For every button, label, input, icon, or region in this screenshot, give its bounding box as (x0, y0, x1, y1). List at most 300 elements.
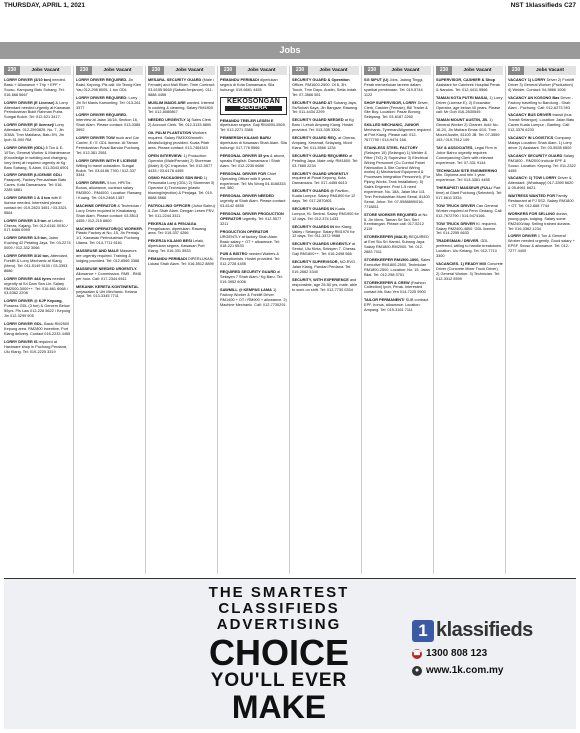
ad-body: at Lebuh Cheras, Kajang. Tel: 012-6161 0030 / 017-6466 6999 (4, 218, 68, 233)
globe-icon: ● (412, 666, 422, 676)
phone-row (412, 648, 570, 659)
ad-heading: PEMANDU PERIBADI (220, 78, 259, 82)
slogan-line: CLASSIFIEDS (218, 600, 340, 617)
ad-heading: SECURITY GUARD REQ. (292, 136, 337, 141)
classified-ad (4, 146, 71, 171)
classified-ad (508, 78, 576, 93)
ad-heading: SECURITY GUARD REQUIRED (292, 153, 348, 158)
classified-ad (292, 207, 359, 222)
ad-heading: PEMANDU TRELER LESEN E (220, 118, 274, 123)
ad-body: Assistant for Cambrek Hospital Perak & Nandos. Tel: 012-4411 5566 (436, 82, 500, 92)
column-header (76, 66, 143, 75)
classified-ad (148, 131, 215, 151)
ad-heading: PERSONAL DRIVER 35 yrs (220, 153, 270, 158)
ad-body: Passport). Factory Perusahaan Batu Caves. Kota Damansara. Tel: 016-2285 6881 (4, 178, 67, 193)
ad-heading: SECURITY, WITH EXPERIENCE (292, 277, 349, 282)
ad-heading: PERSONAL DRIVER FOR (220, 171, 267, 176)
classified-ad (508, 194, 576, 209)
ad-body: Company Malays Location: Shah Alam. 1) Lorry driver 2) Assistant. Tel: 03-5535 6500 (508, 136, 572, 150)
slogan-line: ADVERTISING (216, 616, 342, 633)
classified-column (290, 66, 362, 574)
classified-column (74, 66, 146, 574)
classified-ad (292, 260, 359, 275)
classified-ad (436, 222, 503, 237)
banner-slogan (174, 585, 384, 723)
ad-body: wanted. Interest in cooking & cleaning. Salary RM1800. Tel: 012-6080867 (148, 100, 215, 115)
ad-heading: REQUIRED SECURITY GUARD (220, 270, 276, 275)
ad-body: diperlukan segera. Gaji RM4000-5500. Tel: 012-2271 3366 (220, 123, 287, 133)
ad-body: Attendant, Forklift & Lorry Mechanic at Klang (Meru). Tel: 011-5149 5100 / 03-3393 8686 (4, 254, 68, 273)
ad-body: & Technician / Lorry Driver required in Kinabatang Shah Alam. Please contact: 03-5513 4455 / 012-215 8800 (76, 203, 142, 223)
ad-heading: VACANCY BUS DRIVER (508, 113, 552, 118)
classified-ad (148, 204, 215, 219)
ad-heading: LORRY DRIVER 3-5 ton (4, 218, 47, 223)
ad-heading: SECURITY GUARDS IN (292, 224, 335, 229)
classified-ad (220, 136, 287, 151)
classified-ad (76, 96, 143, 111)
classified-ad (220, 230, 287, 250)
ad-body: Plastic Factory at No. 15, Jln Pemaju 1/1, Kawasan Perindustrian Puchong Utama. Tel: 014-7711 6161 (76, 231, 140, 246)
classified-ad (148, 222, 215, 237)
ad-body: Workers required. Salary RM3000/month. Meals/lodging provided. Kuala Pilah area. Please contact: 013-7464343 (148, 131, 210, 150)
classified-ad (76, 181, 143, 201)
ad-body: DIPERLUKAN. Lokasi Shah Alam. Tel: 016-5512 8899 (148, 257, 214, 266)
ad-body: truck and Car Carrier, E / E GDL license. At Taman Perindustrian Pusat Bandar Puchong. Tel: 012-381 2551 (76, 136, 141, 155)
ad-body: Basic RM2500 Kepong area. RM2800 incentive, Port Klang delivery. Contact 016-2233 4455 (4, 321, 71, 336)
ad-heading: TAY & ASSOCIATES, (436, 145, 474, 150)
ad-heading: LORRY DRIVER (508, 234, 537, 239)
ad-heading: VACANCY 1) LORRY (508, 78, 546, 82)
classified-ad (436, 96, 503, 116)
classified-ad (292, 225, 359, 240)
classified-ad (292, 154, 359, 169)
column-header (4, 66, 71, 75)
ad-heading: OIL PALM PLANTATION (148, 131, 192, 136)
logo-line: KEKOSONGAN (227, 97, 280, 105)
ad-body: Jalan Kuching 42 Petaling Jaya. Tel: 03-2274 0009 / 012-332 3066 (4, 236, 71, 251)
ad-body: urgently at Shah Alam. Please contact: 03-6142 4555 (220, 199, 287, 209)
brand-logo (412, 619, 570, 642)
classified-ad (508, 176, 576, 191)
ad-heading: TOW TRUCK DRIVER (436, 203, 476, 208)
ad-heading: SAWMILL @ KEMPAS LAMA (220, 287, 272, 292)
category-number: 230 (364, 66, 380, 75)
ad-heading: PEMANDU PERIBADI (148, 257, 187, 262)
ad-body: & Lorry Attendant needed urgently at Kawasan Perindustrian Bukit Rahman Putra. Sungai Buloh. Tel: 012-521 3417. (4, 100, 71, 120)
ad-body: Driver & Attendant. (Whatsapp) 017-3390 6620 & 05-8961 6621. (508, 176, 574, 191)
classified-ad (292, 242, 359, 257)
category-number: 230 (4, 66, 20, 75)
classified-ad (364, 258, 431, 278)
ad-heading: TECHNICIAN SITE ENGINEERING (436, 168, 498, 173)
ad-body: Lorry Attendant. 012-2593825. No. 7, Jln 3/38A, Tmn Maidiana, Batu 5½, Jln Ipoh 31,000 RM. (4, 123, 65, 142)
classified-column (218, 66, 290, 574)
ad-body: Legal Firm in Johor Bahru urgently requires Conveyancing Clerk with relevant experience. Tel: 07-331 9144 (436, 145, 497, 165)
ad-heading: SKILLED MECHANIC, JUNIOR (364, 123, 419, 128)
category-number: 230 (76, 66, 92, 75)
ad-heading: MACHINE OPERATOR (76, 203, 117, 208)
ad-heading: LORRY DRIVER @ KJP Kepong, (4, 299, 63, 304)
classified-ad (76, 78, 143, 93)
column-header (436, 66, 503, 75)
ad-heading: PEKERJA KILANG BESI (148, 239, 192, 244)
ad-body: (Seksyen 15) (Selangor) 1) Welder & Fitter (TIG) 2) Supervisor 3) Electrical Wiring Personnel (Co Control Panel Fabrication & Site Control Wiring works) 4) Mechanical Equipment & Processes Integration Personnel). (For Piping Works, Tank Installation). 5) Sales Engineer. Post 1-5 need experience. No. 18A, Jalan Mur 1/3, Tmn Perindustrian Murni Senai, 81400 Senai, Johor. Tel: 07-5988899/016-7718811 (364, 150, 431, 209)
classified-ad (76, 136, 143, 156)
classified-column (2, 66, 74, 574)
classified-ad (4, 196, 71, 216)
category-label: Jobs Vacant (308, 66, 359, 75)
ad-body: the Klang Valley / Selangor. Salary RM1970 for 12 days. Tel: 011-3372 9988 (292, 224, 355, 239)
ad-heading: STOREKEEPER RM1500-1800, (364, 257, 420, 262)
classified-ad (364, 298, 431, 313)
column-header (292, 66, 359, 75)
ad-body: Family Restaurant at PJ SS2. Salary RM1800 + OT. Tel: 012-668 7744 (508, 194, 574, 208)
classified-ad (4, 299, 71, 319)
classified-ad (292, 136, 359, 151)
ad-heading: STOREKEEPER (MALE) (364, 235, 408, 240)
ad-body: at Seksyen 7 Shah Alam / Kg Baru. Tel: 019-3952 6006 (220, 270, 283, 284)
classified-ad (436, 146, 503, 166)
category-label: Jobs Vacant (92, 66, 143, 75)
classified-ad (292, 172, 359, 187)
ad-body: 1) Factory Worker & Forklift Driver. RM1400 + OT / RM900 + allowance. 2) Machine Mechanic. Call: 012-7730291. (220, 287, 287, 307)
classified-ad (364, 101, 431, 121)
ad-heading: PEMBERSIH KILANG BARU (220, 136, 271, 141)
ad-heading: PRODUCTION OPERATOR (220, 229, 269, 234)
ad-heading: SECURITY GUARDS @ (292, 189, 334, 194)
ad-body: Min. Diploma and min 1 year experience. Tel: 013-3361 4455 (436, 173, 490, 183)
classified-ad (364, 146, 431, 210)
ad-body: SUB contract. EPF, bonus, allowance. Location: Ampang. Tel: 019-3161 7111 (364, 298, 430, 313)
slogan-line: YOU'LL EVER (210, 670, 348, 691)
category-label: Jobs Vacant (524, 66, 576, 75)
ad-heading: LORRY DRIVER 1 & 3 ton (4, 196, 51, 201)
ad-body: Lelaki, diperlukan segera, Kawasan Port Klang. Tel: 016-331 5533 (148, 239, 205, 254)
classified-ad (76, 267, 143, 282)
ad-body: Subang Jaya, Ss/Subah Kaya, Jln Bangsar, Rawang. Tel: 011-4434 2299 (292, 100, 359, 115)
ad-heading: LORRY DRIVER TOW (76, 136, 115, 141)
ad-body: NO-RVG. Jalan Klang, Pandan Perdana. Tel: 019-2662 3340 (292, 260, 357, 274)
advertising-banner (4, 578, 576, 729)
classified-ad (148, 101, 215, 116)
classified-column (434, 66, 506, 574)
ad-heading: LORRY DRIVER IS (4, 339, 38, 344)
classified-ad (220, 270, 287, 285)
website-row[interactable] (412, 665, 570, 676)
ad-heading: LORRY DRIVER REQUIRED: (76, 95, 128, 100)
ad-body: and responsible, age 25-50 yrs, male, able to work on shift. Tel: 012-7730 0334 (292, 277, 358, 292)
classified-ad (508, 212, 576, 232)
ad-heading: PERSONAL DRIVER NEEDED (220, 194, 274, 199)
ad-body: Concrete Driver (Concrete Mixer Truck Driver). 2) General Worker. 3) Technician. Tel: 012-3312 5599 (436, 262, 503, 281)
ad-body: Jln Balai, Kepong. Pls call: Mr Teong Kien Yau 012-298 8005. 1 ton GDL (76, 78, 142, 92)
classified-ad (148, 176, 215, 201)
ad-heading: LORRY DRIVER GDL. (4, 321, 44, 326)
ad-body: at Kg Baru / Lebuh Ampang Klang. Hostel provided. Tel: 013-335 3306 (292, 118, 354, 133)
masthead-date: THURSDAY, APRIL 1, 2021 (4, 2, 86, 9)
classified-ad (508, 136, 576, 151)
category-number: 230 (292, 66, 308, 75)
classified-ad (148, 239, 215, 254)
ad-heading: TAMAN MOUNT AUSTIN, JB. (436, 118, 489, 123)
classified-ad (220, 288, 287, 308)
ad-body: transit (bus Transit Selangor). Location: Jalan Batu Caves Kuala Lumpur - Banting. Call: 012-3376 6233 (508, 113, 575, 133)
ad-heading: THERAPIST/ MASSEUR (FULL/ (436, 186, 493, 191)
ad-body: at Cheras, Ampang, Keramat, Selayang, Mont Kiara. Tel: 011-5566 1234 (292, 136, 356, 150)
ad-heading: OPEN INTERVIEW: (148, 153, 183, 158)
ad-body: at No 5, Jln Meru, Taman Sri Tari, Seri Kembangan. Please call: 017-5212 2119 (364, 212, 428, 232)
classified-ad (148, 118, 215, 128)
classified-ad (508, 154, 576, 174)
ad-heading: TRADESMAN / DRIVER. (436, 239, 480, 244)
ad-heading: LORRY DRIVER (GDL) (4, 145, 45, 150)
ad-heading: LORRY DRIVER REQUIRED. (76, 113, 128, 118)
category-number: 230 (436, 66, 452, 75)
ad-heading: LORRY DRIVER- (76, 181, 107, 186)
ad-body: Pengeluaran, diperlukan. Rawang area. Tel: 019-337 4266 (148, 226, 206, 236)
ad-heading: LORRY DRIVER WITH E LICENSE (76, 158, 138, 163)
classified-ad (364, 213, 431, 233)
column-header (508, 66, 576, 75)
ad-body: (Male / Female) and Mail Rider. Time Contract: 03-6155 5669 (Sabah/Jenjarom). 011-5888 4455 (148, 78, 215, 97)
classified-ad (436, 118, 503, 143)
ad-body: Sales Clerk 2) Account Clerk. Tel: 012-3133 8890 (148, 118, 212, 128)
ad-body: at Sentul, Ulu Kinta, Seksyen 7, Cheras. Gaji RM1800++. Tel: 016-2498 566 (292, 242, 357, 257)
classified-ad (292, 78, 359, 98)
ad-heading: MASSEUSE NEEDED URGENTLY. (76, 266, 138, 271)
masthead-publication: NST 1klassifieds C27 (510, 2, 576, 9)
ad-body: Interview at Jalan 16/18, Section 16, Shah Alam. Please contact: 013-3385 3992 (76, 118, 141, 133)
classified-ad (148, 154, 215, 174)
ad-body: Can General Worker required at Penn Gedang. Call: 012-7672790 / 014-9474166. (436, 203, 503, 218)
ad-body: Driver - Factory travelling to Bandung - Shah Alam - Puchong. Call: 012-6273 393 (508, 95, 574, 110)
ad-body: with E license needed. Interested please contact tel: 019-2823 3451 / 03-3321 5564 (4, 196, 67, 215)
ad-body: (Fashion Collection) Ipoh, Perak. Interested contact Ms Xiao Yen 014-7225 9900 (364, 280, 426, 295)
category-number: 230 (148, 66, 164, 75)
classified-ad (4, 322, 71, 337)
classified-ad (364, 235, 431, 255)
ad-heading: LORRY DRIVER (E License) (4, 100, 55, 105)
ad-body: Allowance + Commission. RM5 - RM8 per hour. Call: 017-2344 6511 (76, 271, 141, 281)
ad-heading: PUB & BISTRO (220, 252, 248, 257)
classified-ad (76, 285, 143, 300)
brand-mark-icon: 1 (412, 620, 434, 642)
phone-icon: ☎ (412, 649, 422, 657)
classified-ad (508, 113, 576, 133)
ad-heading: MUSLIM MAIDS ARE (148, 100, 186, 105)
ad-heading: TOW TRUCK DRIVER (436, 221, 476, 226)
classified-ad (4, 78, 71, 98)
ad-heading: STOREKEEPER & CREW (364, 280, 410, 285)
classified-ad (4, 101, 71, 121)
ad-body: 1) General Worker 2) Cleaner. Add: No. 16-20, Jln Mutiara Emas 4/10, Tmn Mount Austin, 81100 JB. Tel: 07-3559 193 / 019-7512 199 (436, 118, 500, 142)
masthead (0, 0, 580, 12)
ad-body: perjawatan & Ubi Mechanic. Kelana Jaya. Tel: 013-3345 7711 (76, 289, 137, 299)
classified-ad (148, 257, 215, 267)
classified-ad (364, 123, 431, 143)
ad-body: Jobs, Jalang Tinggi, Perak memerlukan lanrem dalam syarikat pembinaan. Tel: 019-5744 1122 (364, 78, 424, 97)
classified-ad (76, 204, 143, 224)
ad-body: Pavilion, Kuala Lumpur. Salary RM1800 for 12 days. Tel: 017-2870801 (292, 189, 356, 204)
phone-number: 1300 808 123 (426, 648, 488, 659)
classified-ad (220, 119, 287, 134)
ad-heading: LORRY DRIVER 4&6 tyres (4, 276, 52, 281)
classified-ad (4, 219, 71, 234)
column-header (364, 66, 431, 75)
classified-ad (436, 262, 503, 282)
ad-heading: SECURITY SUPERVISOR, (292, 260, 339, 265)
classified-ad (76, 113, 143, 133)
classified-ad (292, 101, 359, 116)
ad-heading: MESARA. SECURITY GUARD (148, 78, 202, 82)
ad-body: Masseurs are urgently required. Training & lodging provided. Tel: 012-6566 3388 (76, 249, 140, 263)
ad-body: 1) Lorry Driver (License E), 2) Excavator Operator, age below 40 years. Please call: Mr Goh 016-2530549. (436, 95, 503, 115)
classified-ad (508, 234, 576, 254)
ad-heading: NEEDED URGENTLY 1) (148, 118, 191, 123)
ad-heading: WORKERS FOR SELLING (508, 211, 555, 216)
category-label: Jobs Vacant (380, 66, 431, 75)
ad-body: 1) Production Operator (Male/Female) 2) Storeman (Male) 3) QC Inspector. Tel: 012-5577 4433 / 03-6178 4455 (148, 153, 213, 173)
ad-body: URGENTLY at factory Shah Alam. Basic salary + OT + allowance. Tel: 018-221 5533 (220, 234, 280, 249)
ad-body: 1) Personalia Lorry (GDL) 2) Storeman 3) Operator 4) Technician (plastic blowing/injection) & Penjaga. Tel: 019-6688 5566 (148, 176, 215, 201)
ad-body: 5 ton, HPI/Tor. Bonus, allowance, contract salary RM3500 - RM4000. Location: Rawang / Kuang. Tel: 019-2468 1357 (76, 181, 142, 201)
ad-heading: MACHINE OPERATOR/QC WORKER. (76, 226, 143, 231)
ad-heading: STORE WORKER REQUIRED (364, 212, 418, 217)
classified-ad (76, 159, 143, 179)
ad-body: durian, young guys, lodging. Salary some RM2400/day. Selling trained durians. Tel: 016-3362 1234 (508, 211, 571, 231)
ad-body: diperlukan segera di Kota Damansara. Sila hubungi: 019-6661 4455 (220, 78, 278, 92)
category-label: Jobs Vacant (452, 66, 503, 75)
ad-heading: TAMAN KOTA PUTRI MASAI, (436, 95, 489, 100)
classified-ad (220, 212, 287, 227)
ad-heading: LORRY DRIVER (3/10 ton) (4, 78, 51, 82)
section-title: Jobs (0, 42, 580, 59)
column-header (148, 66, 215, 75)
slogan-line-large: MAKE (231, 689, 327, 725)
ad-heading: LORRY DRIVER REQUIRED. (76, 78, 128, 82)
kekosongan-segera-logo (220, 97, 287, 115)
ad-body: Sales Executive RM1800-2500, Technician RM1800-2500. Location: No. 15, Jalan Bilal. Tel: 012-258 3751 (364, 257, 431, 277)
ad-body: Part time) at Giant Puchong (Selected). Tel: 017-6611 3334 (436, 186, 502, 201)
category-number: 230 (508, 66, 524, 75)
ad-body: needed Waiters & Receptionists. Hostel provided. Tel: 012-2728 4455 (220, 252, 280, 267)
classified-ad (220, 78, 287, 93)
ad-body: Chief Operating Officer with 5 years experience. Tel: Ms Wong 04-6166333 ext. 580 (220, 171, 286, 191)
classified-ad (436, 78, 503, 93)
ad-heading: LORRY DRIVER 3/10 ton, (4, 254, 50, 259)
classified-ad (436, 204, 503, 219)
ad-heading: SECURITY GUARD NEEDED (292, 118, 344, 123)
classified-ad (148, 78, 215, 98)
ad-body: 1 Ton & General Worker needed urgently. Good salary + EPSF. Socso & allowance. Tel: 012-7277 4400 (508, 234, 575, 254)
ad-body: needed. Basic + Allowance + Trip + EPF + Socso. Kampung Batu Subang. Tel: 016-668 5667 (4, 78, 66, 97)
ad-heading: MEKANIK KERETA KONTINENTAL (76, 284, 139, 289)
ad-heading: SECURITY GUARD & Operation (292, 78, 350, 82)
classified-ad (364, 78, 431, 98)
ad-body: Mechanic, Tyreman/Alignment required at Port Klang. Please call: 012-7677790 / 014-9474 166. (364, 128, 431, 142)
ad-body: Salary RM1800 - RM2000 include EPF & Socso. Location: Kepong. Tel: 011-2322 4455 (508, 153, 576, 173)
classified-ad (436, 239, 503, 259)
category-label: Jobs Vacant (164, 66, 215, 75)
ad-heading: STAINLESS STEEL FACTORY (364, 145, 418, 150)
ad-heading: LORRY DRIVER (LICENSE GDL/ (4, 173, 63, 178)
category-label: Jobs Vacant (20, 66, 71, 75)
classified-ad (292, 278, 359, 293)
ad-body: (Johor Bahru) & Zon Shah Alam. Dengan Lesen PSV. Tel: 011-2244 3311 (148, 203, 215, 218)
classified-ad (292, 189, 359, 204)
ad-body: Driver, Clerk, Cashier (Female), Bill Trader & Site Boy. Location: Pasar Borong Selayang. Tel: 03-6187 2260 (364, 100, 429, 120)
ad-body: Driver 2) Forklift Driver 3) General Worker (Production) 4) Welder. Contact: 04-9866 1006 (508, 78, 574, 92)
ad-body: urgently. Tel: 012-5577 3211 (220, 216, 282, 226)
slogan-line: THE SMARTEST (208, 584, 350, 601)
classified-column (146, 66, 218, 574)
ad-body: Willing to travel outstation. Sungai Buloh. Tel: 03-6156 7760 / 012-337 3344 (76, 163, 136, 178)
ad-body: required at Pusat Kepong, Kota Damansara. Tel: 017-4455 6613 (292, 176, 347, 186)
ad-heading: VACANCY SECURITY GUARD (508, 153, 563, 158)
ad-heading: VACANCIES. 1) READY MIX (436, 262, 487, 266)
ad-body: REQUIRED at Emi Sto Sri Hamid, Subang Jaya. Salary RM1800-RM2000. Tel: 012-2883 7011 (364, 235, 429, 254)
classified-ad (220, 252, 287, 267)
classified-column (362, 66, 434, 574)
classified-ad (436, 169, 503, 184)
ad-body: needed urgently at Sri Dam Sea Lin. Salary RM2000-3000++. Tel: 016-661 6068 / 03-5362 2208 (4, 276, 68, 296)
ad-heading: PEKERJA AM & PENJAGA (148, 221, 197, 226)
classified-ad (76, 227, 143, 247)
classified-ad (220, 194, 287, 209)
brand-name: klassifieds (436, 619, 533, 641)
ad-heading: WAITRESS WANTED FOR (508, 194, 555, 199)
classified-ad (436, 186, 503, 201)
classified-ad (76, 249, 143, 264)
classified-ad (220, 172, 287, 192)
classified-ad (364, 281, 431, 296)
ad-heading: VACANCY IN LOGISTICS (508, 136, 554, 141)
category-label: Jobs Vacant (236, 66, 287, 75)
ad-heading: SHOP SUPERVISOR, LORRY (364, 100, 417, 105)
classified-ad (4, 254, 71, 274)
ad-heading: SECURITY GUARD AT (292, 100, 333, 105)
ad-heading: OSMO PACKAGING SDN BHD (148, 176, 203, 181)
ad-body: diperlukan di Kawasan Shah Alam. Sila hubungi: 017-776 5566 (220, 141, 287, 151)
classified-column (506, 66, 578, 574)
ad-body: Kuala Lumpur, KL Sentral. Salary RM1900 for 12 days. Tel: 012-374 1433 (292, 206, 359, 221)
classified-ad (4, 173, 71, 193)
ad-heading: LORRY DRIVER 3-5 ton, (4, 236, 48, 241)
ad-heading: LORRY DRIVER (E license)/ (4, 123, 55, 128)
website-link[interactable]: www.1k.com.my (426, 665, 504, 676)
slogan-line-large: CHOICE (208, 632, 349, 673)
classified-ad (508, 96, 576, 111)
brand-block (412, 619, 570, 676)
ad-heading: SECURITY GUARD URGENTLY (292, 171, 349, 176)
classified-ad (4, 123, 71, 143)
ad-heading: MASSEUSE AND MALE (76, 249, 119, 254)
ad-body: Officer. RM1600-2500. Ot 8, 3H. Touch, Tmn Dayu, Austin, Setia Indah. Tel: 07-3566 551 (292, 82, 358, 97)
ad-heading: TAILOR PERMANENT/ (364, 298, 405, 303)
ad-heading: SG SIPUT (U) (364, 78, 389, 82)
ad-heading: VACANCY AN KOSONG Bas (508, 95, 560, 100)
ad-body: Lorry Jln Sri Manis Kamunting. Tel: 013-261 3377 (76, 95, 141, 110)
classified-columns (2, 66, 578, 574)
ad-body: Kl. required. Salary RM2400-4800. GDL licence. Tel: 014-2255 6633 (436, 221, 497, 236)
ad-body: at Petaling Jaya. Male only. RM1800. Tel: 03-7665 2234 (292, 153, 359, 168)
ad-body: Possess GDL (3 ton) & Gercern Below 50yrs. Pls Law 012-228 5622 / Kepong Jln 012-3299 905 (4, 304, 71, 319)
ad-heading: PATROLLING OFFICER (148, 203, 191, 208)
ad-body: & above, speaks English. Damansara / Shah Alam. Tel: 012-2235 6688 (220, 153, 286, 168)
ad-heading: VACANCY: 1) TOW LORRY (508, 176, 557, 181)
classified-ad (220, 154, 287, 169)
classified-ad (4, 236, 71, 251)
